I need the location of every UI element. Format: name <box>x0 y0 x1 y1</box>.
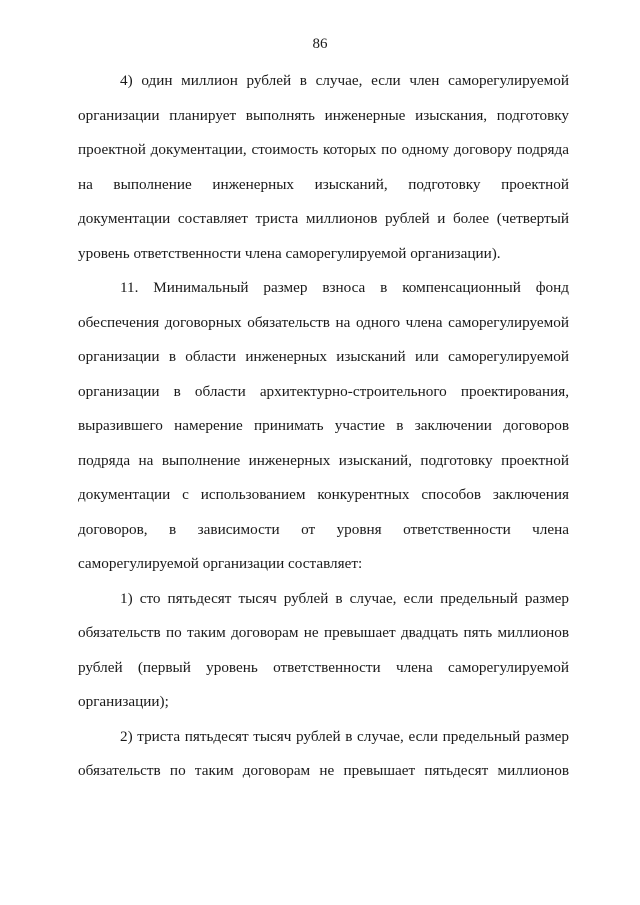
text-line: обеспечения договорных обязательств на одного члена саморегулируемой <box>78 313 569 331</box>
text-line: организации планирует выполнять инженерные изыскания, подготовку <box>78 106 569 124</box>
text-line: обязательств по таким договорам не превышает двадцать пять миллионов <box>78 624 569 641</box>
text-line: 11. Минимальный размер взноса в компенсационный фонд <box>120 279 569 296</box>
text-line: саморегулируемой организации составляет: <box>78 555 363 572</box>
text-line: 2) триста пятьдесят тысяч рублей в случае, если предельный размер <box>120 727 569 745</box>
text-line: организации в области инженерных изысканий или саморегулируемой <box>78 348 569 365</box>
text-line: обязательств по таким договорам не превышает пятьдесят миллионов <box>78 762 569 779</box>
text-line: 1) сто пятьдесят тысяч рублей в случае, если предельный размер <box>120 589 569 607</box>
text-line: 4) один миллион рублей в случае, если член саморегулируемой <box>120 72 569 89</box>
text-line: выразившего намерение принимать участие в заключении договоров <box>78 417 569 434</box>
text-line: уровень ответственности члена саморегулируемой организации). <box>78 244 501 262</box>
text-line: на выполнение инженерных изысканий, подготовку проектной <box>78 175 569 193</box>
text-line: организации в области архитектурно-строительного проектирования, <box>78 382 569 400</box>
text-line: рублей (первый уровень ответственности члена саморегулируемой <box>78 658 569 676</box>
text-line: договоров, в зависимости от уровня ответственности члена <box>78 520 569 538</box>
text-line: проектной документации, стоимость которых по одному договору подряда <box>78 141 569 158</box>
text-line: документации с использованием конкурентных способов заключения <box>78 486 569 503</box>
text-line: организации); <box>78 693 169 710</box>
text-line: документации составляет триста миллионов рублей и более (четвертый <box>78 210 569 227</box>
page-body <box>78 64 569 789</box>
text-line: подряда на выполнение инженерных изысканий, подготовку проектной <box>78 451 569 469</box>
page-number: 86 <box>312 36 328 52</box>
